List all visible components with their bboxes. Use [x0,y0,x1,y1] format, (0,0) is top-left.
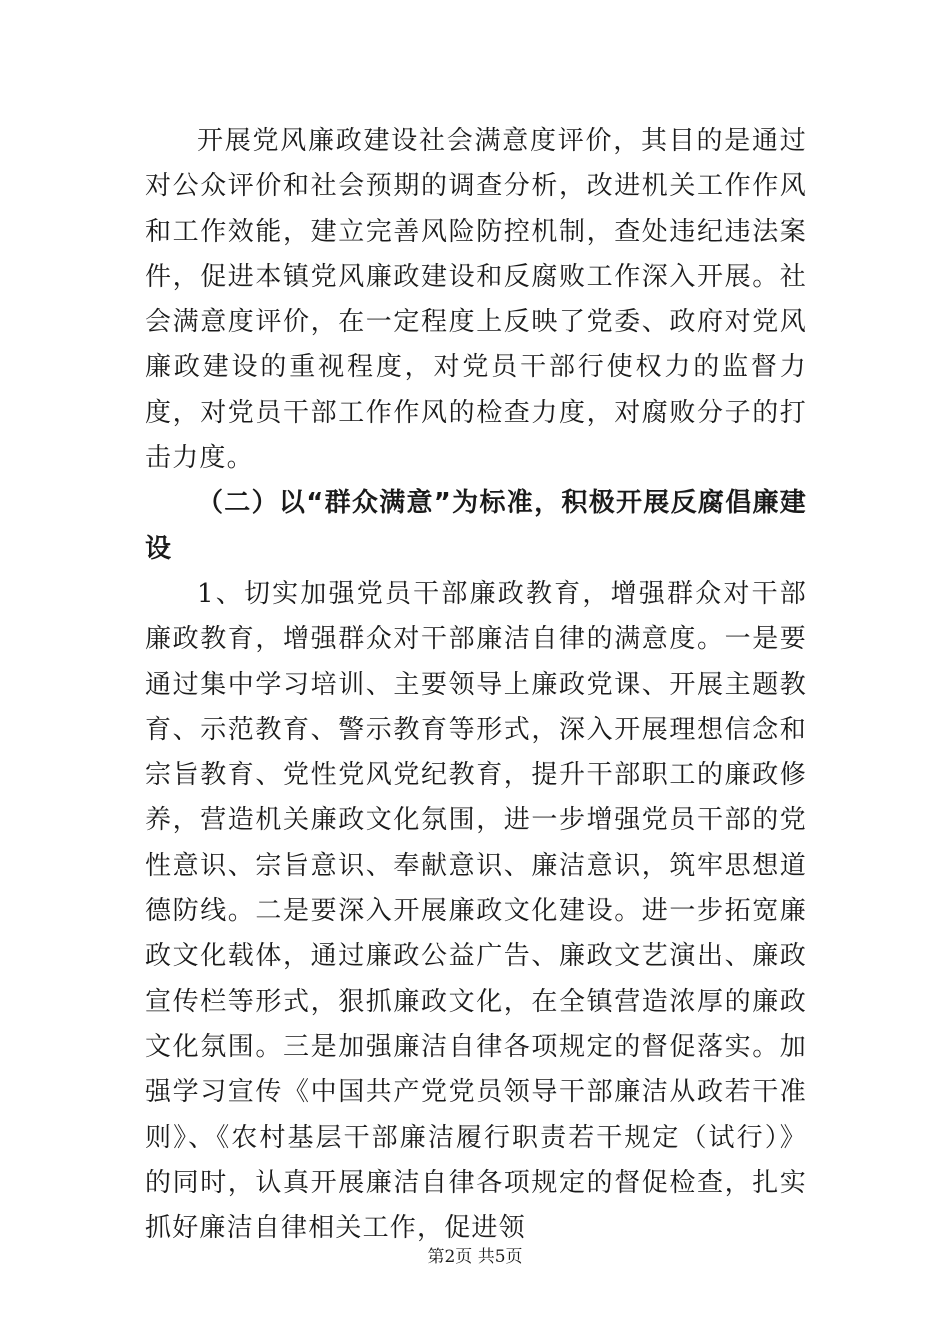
page-footer: 第2页 共5页 [427,1247,523,1267]
section-heading: （二）以“群众满意”为标准，积极开展反腐倡廉建设 [145,488,807,564]
document-body [145,119,807,1251]
paragraph-satisfaction-evaluation: 开展党风廉政建设社会满意度评价，其目的是通过对公众评价和社会预期的调查分析，改进机关工作作风和工作效能，建立完善风险防控机制，查处违纪违法案件，促进本镇党风廉政建设和反腐败工作深入开展。社会满意度评价，在一定程度上反映了党委、政府对党风廉政建设的重视程度，对党员干部行使权力的监督力度，对党员干部工作作风的检查力度，对腐败分子的打击力度。 [145,126,807,474]
paragraph-integrity-education: 1、切实加强党员干部廉政教育，增强群众对干部廉政教育，增强群众对干部廉洁自律的满意度。一是要通过集中学习培训、主要领导上廉政党课、开展主题教育、示范教育、警示教育等形式，深入开展理想信念和宗旨教育、党性党风党纪教育，提升干部职工的廉政修养，营造机关廉政文化氛围，进一步增强党员干部的党性意识、宗旨意识、奉献意识、廉洁意识，筑牢思想道德防线。二是要深入开展廉政文化建设。进一步拓宽廉政文化载体，通过廉政公益广告、廉政文艺演出、廉政宣传栏等形式，狠抓廉政文化，在全镇营造浓厚的廉政文化氛围。三是加强廉洁自律各项规定的督促落实。加强学习宣传《中国共产党党员领导干部廉洁从政若干准则》、《农村基层干部廉洁履行职责若干规定（试行）》的同时，认真开展廉洁自律各项规定的督促检查，扎实抓好廉洁自律相关工作，促进领 [145,578,807,1244]
